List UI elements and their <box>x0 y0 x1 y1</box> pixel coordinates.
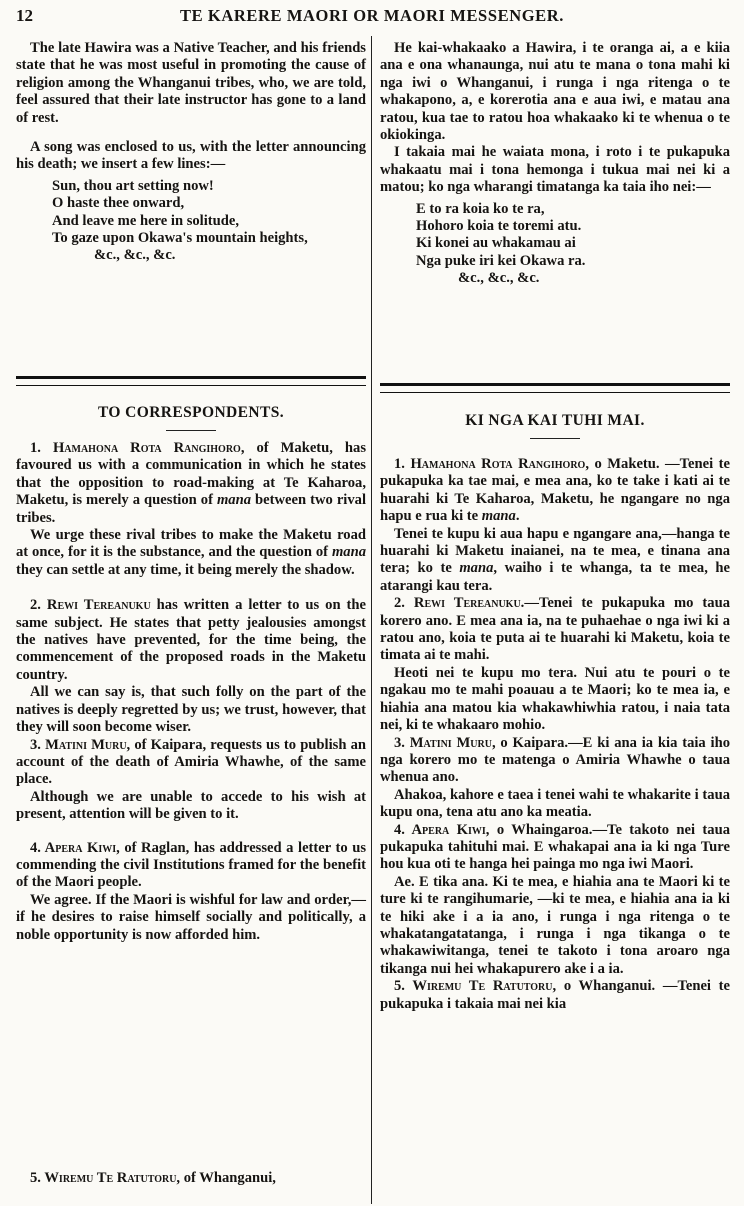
english-item-1-reply: We urge these rival tribes to make the Maketu road at once, for it is the substance, and the question of mana they can settle at any time, it being merely the shadow. <box>16 527 366 578</box>
section-divider-right <box>380 383 730 393</box>
english-item-2: 2. Rewi Tereanuku has written a letter to us on the same subject. He states that petty jealousies amongst the natives have prevented, for the time being, the commencement of the proposed roads in the Maketu country. <box>16 597 366 683</box>
english-item-2-reply: All we can say is, that such folly on the part of the natives is deeply regretted by us; we trust, however, that they will soon become wiser. <box>16 684 366 736</box>
english-item-3: 3. Matini Muru, of Kaipara, requests us to publish an account of the death of Amiria Whawhe, of the same place. <box>16 736 366 788</box>
english-section-title: TO CORRESPONDENTS. <box>97 404 285 421</box>
poem-line: And leave me here in solitude, <box>52 212 240 229</box>
english-correspondents <box>16 440 366 944</box>
poem-line: O haste thee onward, <box>52 195 185 212</box>
poem-line: Nga puke iri kei Okawa ra. <box>416 252 586 269</box>
correspondent-name: 3. Matini Muru, <box>30 736 131 753</box>
maori-intro <box>380 40 730 288</box>
maori-item-2: 2. Rewi Tereanuku.—Tenei te pukapuka mo taua korero ano. E mea ana ia, na te puhaehae o nga iwi ki a ratou ano, koia te puta ai te huarahi ki Maketu, koia te timata ai te mahi. <box>380 595 730 664</box>
maori-item-5: 5. Wiremu Te Ratutoru, o Whanganui. —Tenei te pukapuka i takaia mai nei kia <box>380 978 730 1012</box>
poem-etc: &c., &c., &c. <box>458 270 540 287</box>
maori-item-2-reply: Heoti nei te kupu mo tera. Nui atu te pouri o te ngakau mo te mahi poauau a te Maori; ko te mea ia, e hiahia ana matou kia whakawhiwhia ratou, i naia tata nei, ki te whakaaro mohio. <box>380 664 730 734</box>
maori-item-3-reply: Ahakoa, kahore e taea i tenei wahi te whakarite i taua kupu ona, tena atu ano ka meatia. <box>380 786 730 821</box>
maori-song-paragraph: I takaia mai he waiata mona, i roto i te pukapuka whakaatu mai i tona hemonga i tukua mai nei ki a matou; ko nga wharangi timatanga ka taia iho nei:— <box>380 144 730 196</box>
poem-line: Hohoro koia te toremi atu. <box>416 218 582 235</box>
title-underline-left <box>166 430 216 431</box>
maori-poem <box>416 201 730 288</box>
english-poem <box>52 178 366 265</box>
maori-item-1: 1. Hamahona Rota Rangihoro, o Maketu. —Tenei te pukapuka ka tae mai, e mea ana, ko te take i kati ai te huarahi ki Te Kaharoa, Maketu, he ngangare no nga hapu e rua ki te mana. <box>380 456 730 525</box>
page-header <box>0 4 744 28</box>
english-item-4-reply: We agree. If the Maori is wishful for law and order,—if he desires to raise himself socially and politically, a noble opportunity is now afforded him. <box>16 891 366 943</box>
correspondent-name: 2. Rewi Tereanuku. <box>394 595 525 612</box>
english-item-4: 4. Apera Kiwi, of Raglan, has addressed a letter to us commending the civil Institutions framed for the benefit of the Maori people. <box>16 839 366 891</box>
title-underline-right <box>530 438 580 439</box>
column-divider <box>371 36 372 1204</box>
maori-item-4-reply: Ae. E tika ana. Ki te mea, e hiahia ana te Maori ki te ture ki te rangihumarie, —ki te mea, e hiahia ana ia ki te hiki ake i a ia ano, i runga i nga ritenga o te whakatangatatanga, i runga i nga tikanga o te whakawiwitanga, tenei te takoto i tona aroaro nga tikanga nui hei whakapurero ake i a ia. <box>380 873 730 977</box>
english-song-paragraph: A song was enclosed to us, with the letter announcing his death; we insert a few lines:— <box>16 139 366 173</box>
english-item-1: 1. Hamahona Rota Rangihoro, of Maketu, has favoured us with a communication in which he states that the opposition to road-making at Te Kaharoa, Maketu, is merely a question of mana between two rival tribes. <box>16 440 366 526</box>
correspondent-name: 4. Apera Kiwi, <box>30 839 120 856</box>
english-item-3-reply: Although we are unable to accede to his wish at present, attention will be given to it. <box>16 788 366 823</box>
poem-line: E to ra koia ko te ra, <box>416 200 545 217</box>
correspondent-name: 1. Hamahona Rota Rangihoro, <box>394 456 589 472</box>
section-divider-left <box>16 376 366 386</box>
english-intro <box>16 40 366 265</box>
correspondent-name: 2. Rewi Tereanuku <box>30 597 151 614</box>
english-intro-paragraph: The late Hawira was a Native Teacher, and his friends state that he was most useful in promoting the cause of religion among the Whanganui tribes, who, we are told, feel assured that their late instructor has gone to a land of rest. <box>16 40 366 126</box>
correspondent-name: 4. Apera Kiwi, <box>394 821 490 838</box>
page-number: 12 <box>16 6 33 25</box>
correspondent-name: 3. Matini Muru, <box>394 734 496 751</box>
english-item-5: 5. Wiremu Te Ratutoru, of Whanganui, <box>30 1170 276 1186</box>
maori-intro-paragraph: He kai-whakaako a Hawira, i te oranga ai, a e kiia ana e ona whanaunga, nui atu te mana o tona mahi ki nga iwi o Whanganui, i runga i nga ritenga o te whakapono, a, e korerotia ana e aua iwi, e matau ana ratou, kua tae to ratou hoa whakaako ki te whenua o te okiokinga. <box>380 40 730 144</box>
poem-line: Ki konei au whakamau ai <box>416 235 576 252</box>
masthead-title: TE KARERE MAORI OR MAORI MESSENGER. <box>179 6 565 25</box>
maori-correspondents <box>380 456 730 1013</box>
correspondent-name: 5. Wiremu Te Ratutoru, <box>394 978 557 995</box>
poem-line: To gaze upon Okawa's mountain heights, <box>52 230 308 247</box>
poem-line: Sun, thou art setting now! <box>52 177 214 194</box>
maori-section-title: KI NGA KAI TUHI MAI. <box>465 412 645 429</box>
maori-item-3: 3. Matini Muru, o Kaipara.—E ki ana ia kia taia iho nga korero mo te matenga o Amiria Whawhe o taua whenua ano. <box>380 734 730 786</box>
poem-etc: &c., &c., &c. <box>94 247 176 264</box>
correspondent-name: 1. Hamahona Rota Rangihoro, <box>30 440 245 456</box>
correspondent-name: 5. Wiremu Te Ratutoru, <box>30 1170 181 1186</box>
maori-item-1-reply: Tenei te kupu ki aua hapu e ngangare ana,—hanga te huarahi ki Maketu inaianei, na te mea, e tinana ana tera; ko te mana, waiho i te whanga, ta te mea, he atarangi kau tera. <box>380 525 730 594</box>
maori-item-4: 4. Apera Kiwi, o Whaingaroa.—Te takoto nei taua pukapuka tahituhi mai. E whakapai ana ia ki nga Ture hou kua oti te hanga hei painga mo nga iwi Maori. <box>380 821 730 873</box>
